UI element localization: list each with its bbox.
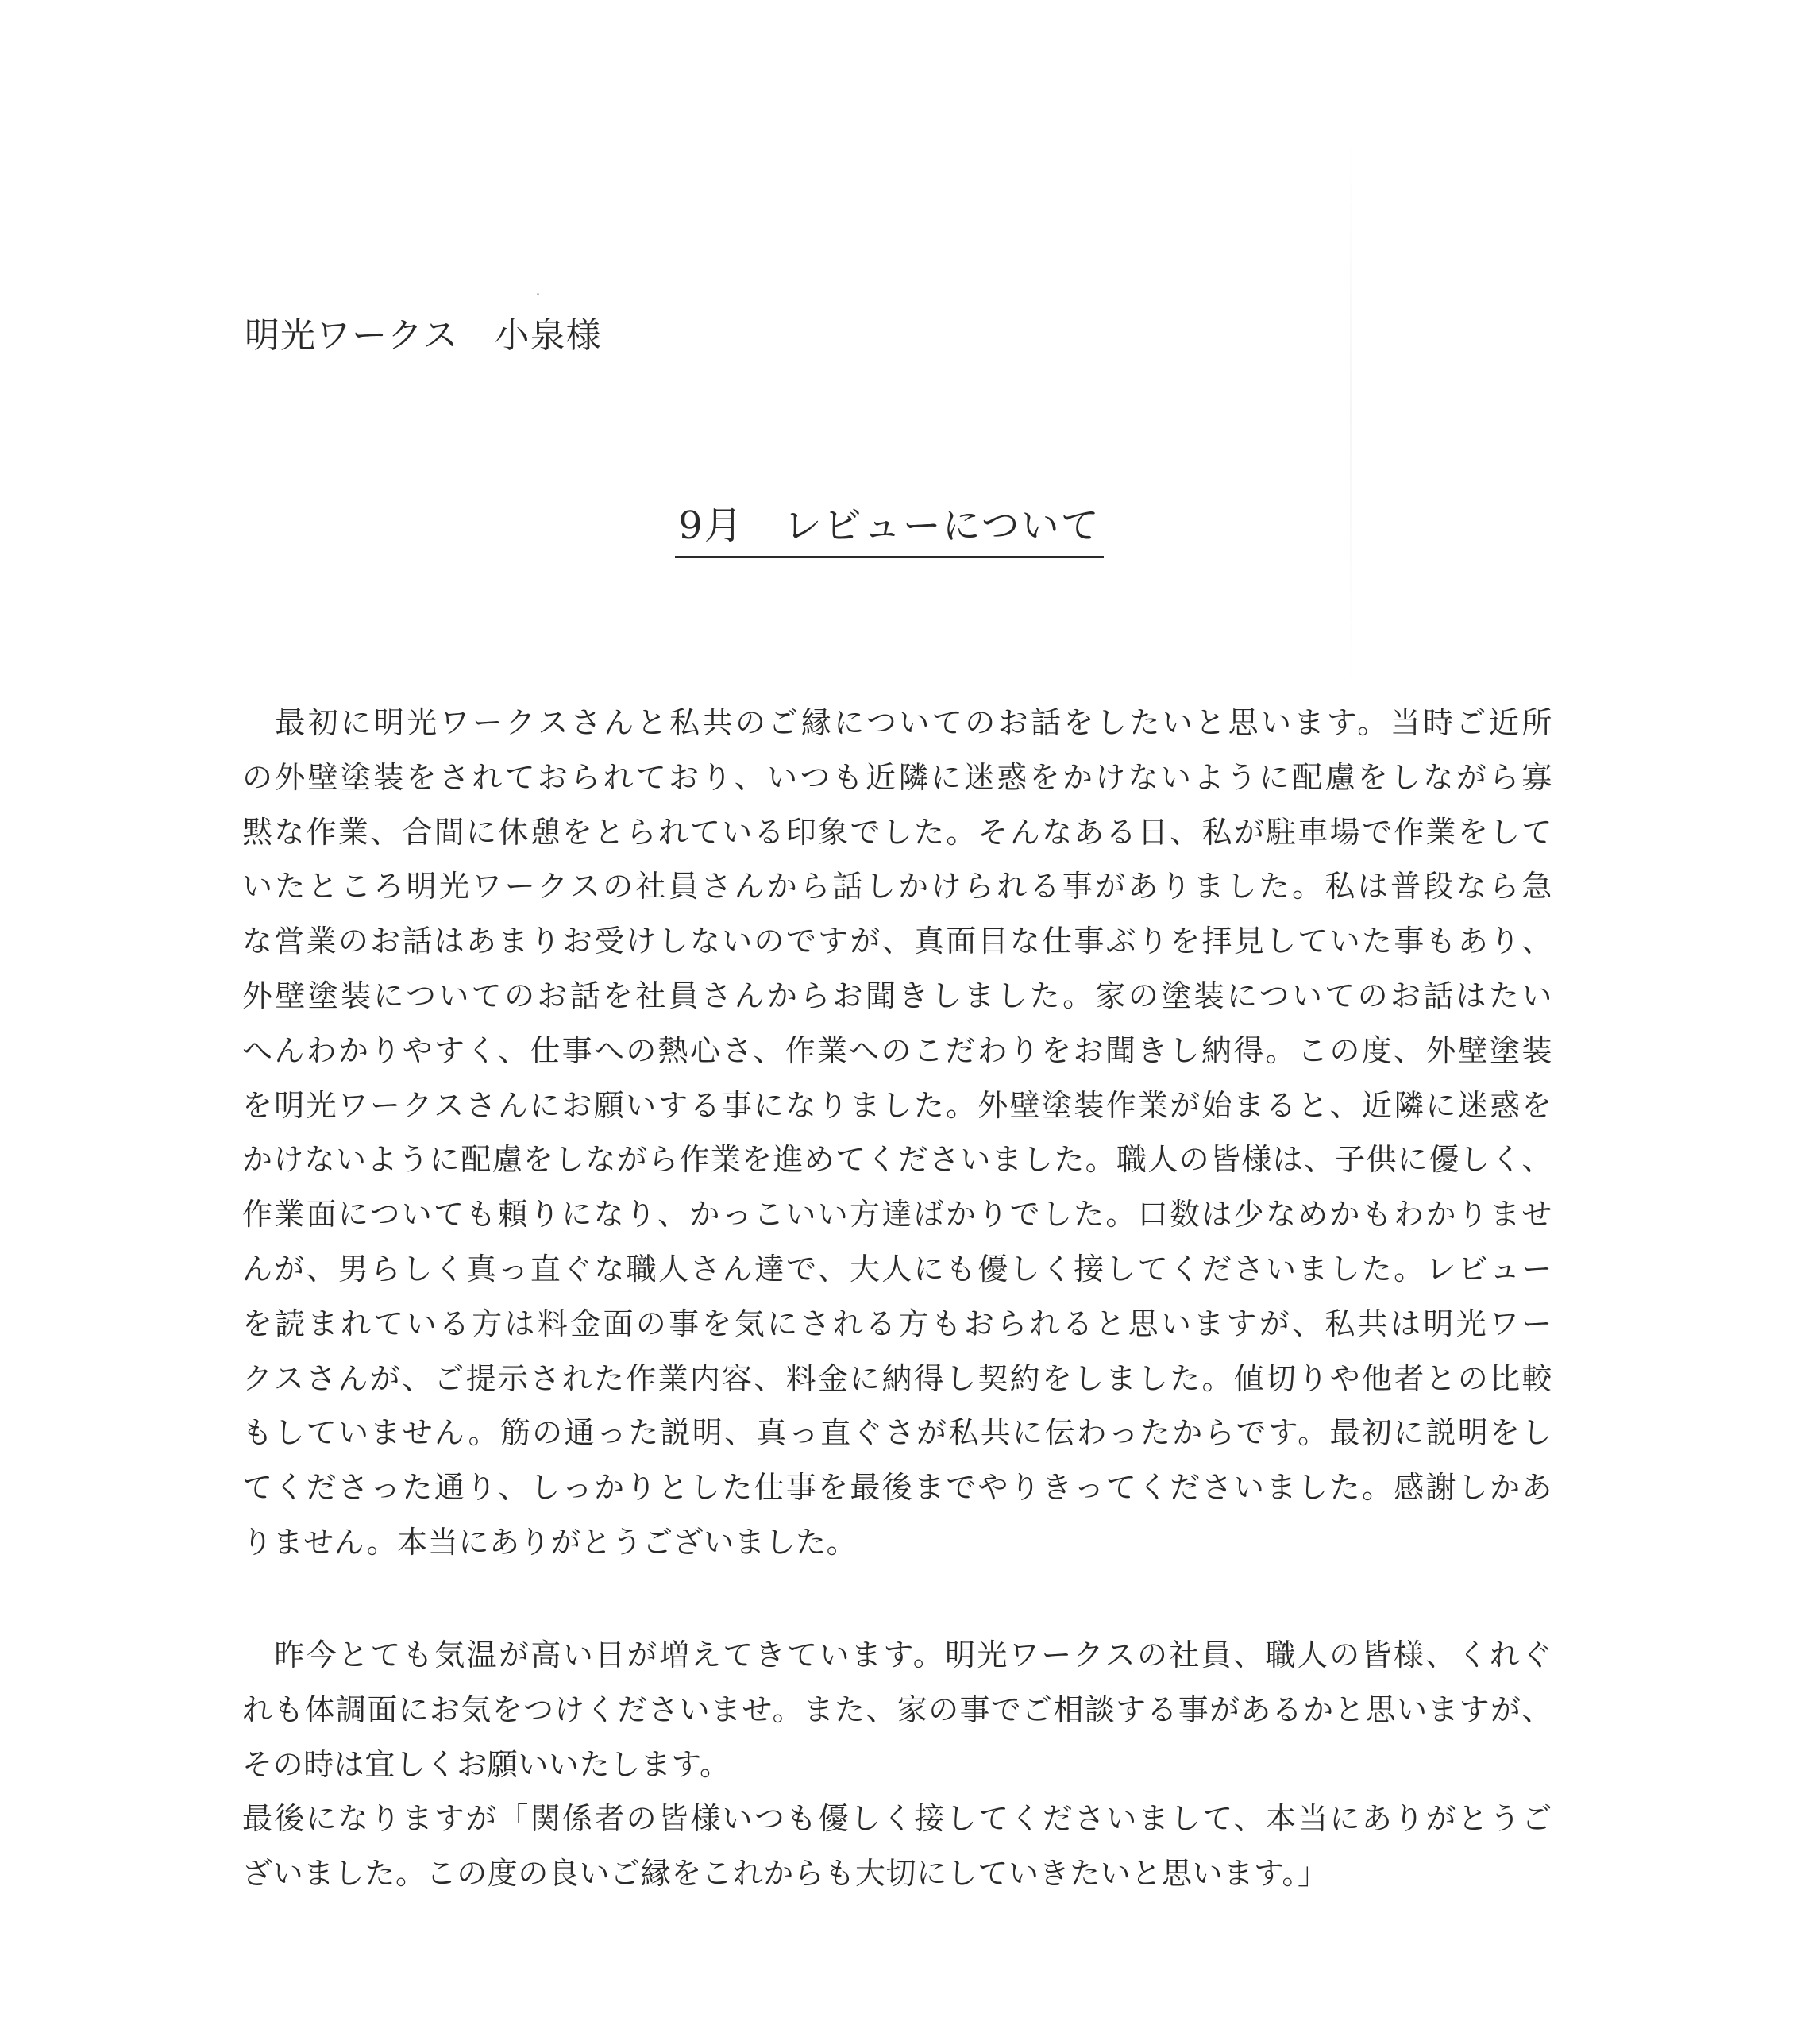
text-line: てくださった通り、しっかりとした仕事を最後までやりきってくださいました。感謝しかあ	[242, 1470, 1552, 1506]
paragraph-1	[242, 696, 1552, 1570]
title-container	[659, 500, 1120, 558]
text-line: もしていません。筋の通った説明、真っ直ぐさが私共に伝わったからです。最初に説明をし	[242, 1415, 1552, 1451]
text-line: な営業のお話はあまりお受けしないのですが、真面目な仕事ぶりを拝見していた事もあり、	[242, 924, 1552, 959]
text-line: その時は宜しくお願いいたします。	[242, 1746, 731, 1782]
text-line: いたところ明光ワークスの社員さんから話しかけられる事がありました。私は普段なら急	[242, 869, 1552, 905]
text-line: の外壁塗装をされておられており、いつも近隣に迷惑をかけないように配慮をしながら寡	[242, 759, 1552, 795]
text-line: かけないように配慮をしながら作業を進めてくださいました。職人の皆様は、子供に優しく、	[242, 1142, 1552, 1178]
text-line: 最後になりますが「関係者の皆様いつも優しく接してくださいまして、本当にありがとうご	[242, 1801, 1552, 1837]
text-line: ざいました。この度の良いご縁をこれからも大切にしていきたいと思います。」	[242, 1856, 1328, 1892]
scan-artifact-line	[1350, 135, 1352, 691]
text-line: 外壁塗装についてのお話を社員さんからお聞きしました。家の塗装についてのお話はたい	[242, 978, 1552, 1013]
text-line: を読まれている方は料金面の事を気にされる方もおられると思いますが、私共は明光ワー	[242, 1306, 1552, 1341]
text-line: 最初に明光ワークスさんと私共のご縁についてのお話をしたいと思います。当時ご近所	[242, 705, 1552, 740]
paragraph-2	[242, 1628, 1552, 1901]
text-line: クスさんが、ご提示された作業内容、料金に納得し契約をしました。値切りや他者との比較	[242, 1360, 1552, 1396]
text-line: を明光ワークスさんにお願いする事になりました。外壁塗装作業が始まると、近隣に迷惑を	[242, 1087, 1552, 1123]
scan-speck	[537, 293, 539, 295]
text-line: んが、男らしく真っ直ぐな職人さん達で、大人にも優しく接してくださいました。レビュー	[242, 1251, 1552, 1287]
text-line: 黙な作業、合間に休憩をとられている印象でした。そんなある日、私が駐車場で作業をして	[242, 814, 1552, 850]
text-line: 昨今とても気温が高い日が増えてきています。明光ワークスの社員、職人の皆様、くれぐ	[242, 1638, 1552, 1672]
text-line: へんわかりやすく、仕事への熱心さ、作業へのこだわりをお聞きし納得。この度、外壁塗装	[242, 1032, 1552, 1068]
text-line: 作業面についても頼りになり、かっこいい方達ばかりでした。口数は少なめかもわかりませ	[242, 1197, 1552, 1233]
page-title: 9月 レビューについて	[675, 500, 1104, 558]
addressee: 明光ワークス 小泉様	[245, 315, 602, 356]
text-line: れも体調面にお気をつけくださいませ。また、家の事でご相談する事があるかと思いますが、	[242, 1692, 1552, 1727]
text-line: りません。本当にありがとうございました。	[242, 1524, 858, 1560]
